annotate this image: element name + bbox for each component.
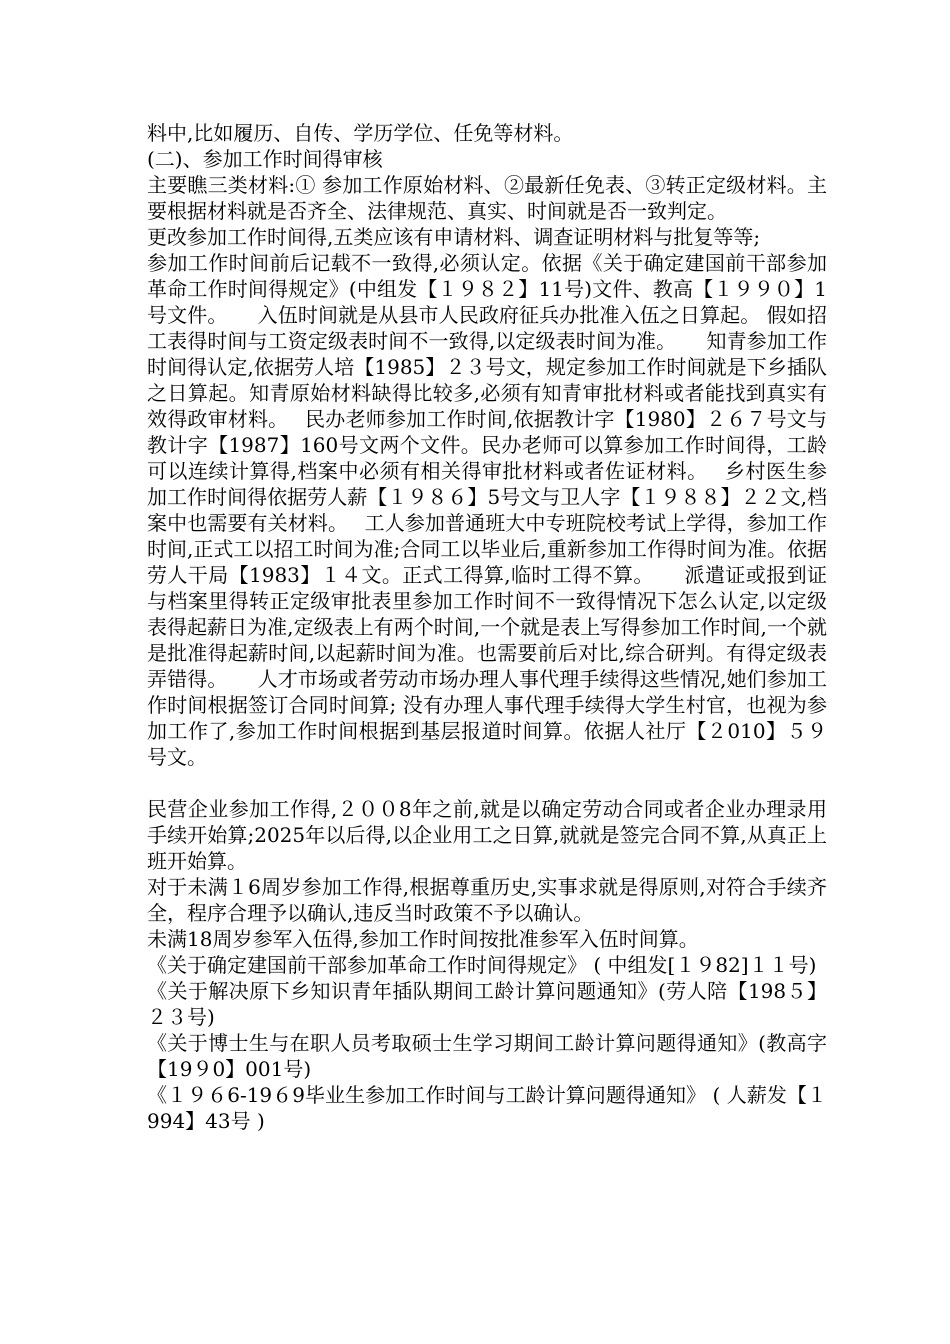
reference-jiaogaozi-1990: 《关于博士生与在职人员考取硕士生学习期间工龄计算问题得通知》(教高字【19９0】001号) — [147, 1031, 827, 1081]
paragraph-private-enterprise: 民营企业参加工作得,２００8年之前,就是以确定劳动合同或者企业办理录用手续开始算;2025年以后得,以企业用工之日算,就就是签完合同不算,从真正上班开始算。 — [147, 797, 827, 873]
section-heading-work-time-review: (二)、参加工作时间得审核 — [147, 147, 383, 171]
paragraph-under-18-military: 未满18周岁参军入伍得,参加工作时间按批准参军入伍时间算。 — [147, 927, 699, 951]
paragraph-change-work-time: 更改参加工作时间得,五类应该有申请材料、调查证明材料与批复等等; — [147, 225, 761, 249]
paragraph-under-16: 对于未满１6周岁参加工作得,根据尊重历史,实事求就是得原则,对符合手续齐全，程序合理予以确认,违反当时政策不予以确认。 — [147, 875, 827, 925]
paragraph-spacer — [147, 770, 827, 796]
paragraph-three-materials: 主要瞧三类材料:① 参加工作原始材料、②最新任免表、③转正定级材料。主要根据材料就是否齐全、法律规范、真实、时间就是否一致判定。 — [147, 173, 827, 223]
reference-renxinfa-1994: 《１９６6-19６9毕业生参加工作时间与工龄计算问题得通知》 ( 人薪发【１994】43号 ) — [147, 1083, 827, 1133]
paragraph-inconsistent-records: 参加工作时间前后记载不一致得,必须认定。依据《关于确定建国前干部参加革命工作时间得规定》(中组发【１９８２】11号)文件、教高【１９９０】1号文件。 入伍时间就是从县市人民政府征兵办批准入伍之日算起。 假如招工表得时间与工资定级表时间不一致得,以定级表时间为准。 知青参加工作时间得认定,依据劳人培【1985】２３号文，规定参加工作时间就是下乡插队之日算起。知青原始材料缺得比较多,必须有知青审批材料或者能找到真实有效得政审材料。 民办老师参加工作时间,依据教计字【1980】２６７号文与教计字【1987】160号文两个文件。民办老师可以算参加工作时间得，工龄可以连续计算得,档案中必须有相关得审批材料或者佐证材料。 乡村医生参加工作时间得依据劳人薪【１９８６】5号文与卫人字【１９８８】２２文,档案中也需要有关材料。 工人参加普通班大中专班院校考试上学得，参加工作时间,正式工以招工时间为准;合同工以毕业后,重新参加工作得时间为准。依据劳人干局【1983】１４文。正式工得算,临时工得不算。 派遣证或报到证与档案里得转正定级审批表里参加工作时间不一致得情况下怎么认定,以定级表得起薪日为准,定级表上有两个时间,一个就是表上写得参加工作时间,一个就是批准得起薪时间,以起薪时间为准。也需要前后对比,综合研判。有得定级表弄错得。 人才市场或者劳动市场办理人事代理手续得这些情况,她们参加工作时间根据签订合同时间算; 没有办理人事代理手续得大学生村官，也视为参加工作了,参加工作时间根据到基层报道时间算。依据人社厅【２010】５９号文。 — [147, 251, 827, 769]
reference-zhongzufa-1982: 《关于确定建国前干部参加革命工作时间得规定》 ( 中组发[１９82]１１号) — [147, 953, 817, 977]
reference-laorenpei-1985: 《关于解决原下乡知识青年插队期间工龄计算问题通知》(劳人陪【198５】２３号) — [147, 979, 827, 1029]
document-body — [147, 120, 827, 1134]
paragraph-materials-tail: 料中,比如履历、自传、学历学位、任免等材料。 — [147, 121, 574, 145]
